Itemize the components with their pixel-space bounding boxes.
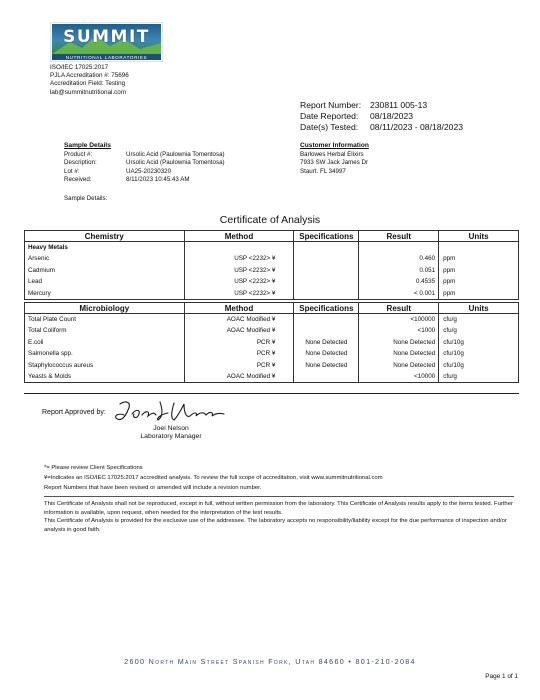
- received-label: Received:: [64, 176, 92, 184]
- organism: Staphylococcus aureus: [25, 360, 185, 372]
- spec: [294, 325, 359, 337]
- method: USP <2232> ¥: [184, 276, 294, 288]
- units: cfu/10g: [439, 337, 519, 349]
- spec: [294, 314, 359, 326]
- units: cfu/10g: [439, 348, 519, 360]
- lot-value: UA25-20230320: [126, 167, 172, 175]
- method: PCR ¥: [184, 348, 294, 360]
- disclaimer-paragraph: This Certificate of Analysis is provided for the exclusive use of the addressee. The laboratory accepts no responsibility/liability except for the due performance of inspection and/or analysis in good faith.: [44, 518, 507, 533]
- col-header: Units: [439, 231, 519, 242]
- sample-details-heading: Sample Details: [64, 142, 111, 149]
- method: USP <2232> ¥: [184, 253, 294, 265]
- table-row: [25, 371, 519, 383]
- microbiology-table: [24, 302, 519, 383]
- description-value: Ursolic Acid (Paulownia Tomentosa): [126, 159, 225, 167]
- product-value: Ursolic Acid (Paulownia Tomentosa): [126, 150, 225, 158]
- method: AOAC Modified ¥: [184, 314, 294, 326]
- approved-by-label: Report Approved by:: [42, 409, 106, 416]
- table-row: [25, 348, 519, 360]
- col-header: Result: [359, 303, 439, 314]
- approver-name: Joel Nelson: [153, 425, 189, 432]
- customer-name: Barlowes Herbal Elixirs: [300, 150, 364, 158]
- spec: [294, 288, 359, 300]
- spec: [294, 253, 359, 265]
- units: ppm: [439, 276, 519, 288]
- table-row: [25, 265, 519, 277]
- units: cfu/g: [439, 314, 519, 326]
- approver-block: [137, 425, 205, 442]
- page-title: Certificate of Analysis: [219, 214, 321, 226]
- result: <1000: [359, 325, 439, 337]
- organism: Total Coliform: [25, 325, 185, 337]
- customer-heading: Customer Information: [300, 142, 369, 149]
- report-meta: [300, 100, 463, 133]
- result: None Detected: [359, 360, 439, 372]
- disclaimer: [44, 500, 514, 534]
- section-divider: [24, 393, 519, 394]
- units: ppm: [439, 253, 519, 265]
- accreditation-line: ISO/IEC 17025:2017: [50, 64, 109, 71]
- spec: None Detected: [294, 360, 359, 372]
- units: ppm: [439, 265, 519, 277]
- table-header-row: [25, 231, 519, 242]
- organism: Salmonella spp.: [25, 348, 185, 360]
- units: cfu/g: [439, 325, 519, 337]
- spec: [294, 265, 359, 277]
- table-row: [25, 288, 519, 300]
- analyte: Cadmium: [25, 265, 185, 277]
- date-reported: 08/18/2023: [370, 111, 414, 121]
- customer-street: 7933 SW Jack James Dr: [300, 159, 369, 167]
- organism: Total Plate Count: [25, 314, 185, 326]
- analyte: Mercury: [25, 288, 185, 300]
- organism: E.coli: [25, 337, 185, 349]
- col-header: Result: [359, 231, 439, 242]
- col-header: Units: [439, 303, 519, 314]
- date-reported-label: Date Reported:: [300, 111, 359, 121]
- method: AOAC Modified ¥: [184, 371, 294, 383]
- dates-tested-label: Date(s) Tested:: [300, 122, 359, 132]
- result: < 0.001: [359, 288, 439, 300]
- table-row: [25, 253, 519, 265]
- dates-tested: 08/11/2023 - 08/18/2023: [370, 122, 464, 132]
- result: None Detected: [359, 348, 439, 360]
- result: <10000: [359, 371, 439, 383]
- analyte: Lead: [25, 276, 185, 288]
- logo-wordmark: SUMMIT: [63, 27, 150, 47]
- col-header: Specifications: [294, 231, 359, 242]
- spec: [294, 276, 359, 288]
- table-row: [25, 325, 519, 337]
- col-header: Method: [184, 231, 294, 242]
- table-header-row: [25, 303, 519, 314]
- footer-address: 2600 North Main Street Spanish Fork, Utah 84660 • 801-210-2084: [124, 657, 416, 666]
- disclaimer-divider: [44, 496, 514, 497]
- report-number-label: Report Number:: [300, 100, 362, 110]
- units: cfu/10g: [439, 360, 519, 372]
- result: 0.051: [359, 265, 439, 277]
- note-line: *= Please review Client Specifications: [44, 465, 143, 471]
- spec: None Detected: [294, 337, 359, 349]
- organism: Yeasts & Molds: [25, 371, 185, 383]
- col-header: Specifications: [294, 303, 359, 314]
- method: USP <2232> ¥: [184, 288, 294, 300]
- lab-email[interactable]: lab@summitnutritional.com: [50, 88, 127, 96]
- col-header: Microbiology: [25, 303, 185, 314]
- summit-logo: [50, 22, 163, 62]
- description-label: Description:: [64, 159, 97, 167]
- col-header: Chemistry: [25, 231, 185, 242]
- accreditation-line: Accreditation Field: Testing: [50, 80, 126, 88]
- result: 0.460: [359, 253, 439, 265]
- product-label: Product #:: [64, 150, 93, 158]
- note-line: ¥=Indicates an ISO/IEC 17025:2017 accredited analysis. To review the full scope of accreditation, visit www.summitnutritional.com: [44, 475, 383, 482]
- sample-details-label: Sample Details:: [64, 195, 108, 202]
- method: AOAC Modified ¥: [184, 325, 294, 337]
- logo-tagline: NUTRITIONAL LABORATORIES: [65, 54, 148, 60]
- group-row: [25, 242, 519, 254]
- table-row: [25, 337, 519, 349]
- approver-role: Laboratory Manager: [140, 433, 202, 441]
- method: PCR ¥: [184, 360, 294, 372]
- accreditation-block: [50, 64, 129, 97]
- page-number: Page 1 of 1: [485, 673, 518, 680]
- received-value: 8/11/2023 10:45:43 AM: [126, 176, 190, 184]
- units: cfu/g: [439, 371, 519, 383]
- table-row: [25, 314, 519, 326]
- group-label: Heavy Metals: [25, 242, 185, 254]
- table-row: [25, 360, 519, 372]
- customer-city: Staurt. FL 34997: [300, 167, 346, 175]
- note-line: Report Numbers that have been revised or amended will include a revision number.: [44, 485, 262, 492]
- lot-label: Lot #:: [64, 167, 80, 175]
- table-row: [25, 276, 519, 288]
- units: ppm: [439, 288, 519, 300]
- chemistry-table: [24, 230, 519, 300]
- spec: [294, 371, 359, 383]
- result: None Detected: [359, 337, 439, 349]
- sample-details: [64, 142, 225, 185]
- accreditation-line: PJLA Accreditation #: 75696: [50, 72, 129, 80]
- disclaimer-paragraph: This Certificate of Analysis shall not be reproduced, except in full, without written permission from the laboratory. This Certificate of Analysis results apply to the items tested. Further information is available, upon request, when needed for the interpretation of the test results.: [44, 501, 513, 516]
- notes: [44, 463, 514, 494]
- analyte: Arsenic: [25, 253, 185, 265]
- customer-information: [300, 142, 369, 176]
- method: USP <2232> ¥: [184, 265, 294, 277]
- report-number: 230811 005-13: [370, 100, 428, 110]
- spec: None Detected: [294, 348, 359, 360]
- result: <100000: [359, 314, 439, 326]
- result: 0.4535: [359, 276, 439, 288]
- col-header: Method: [184, 303, 294, 314]
- method: PCR ¥: [184, 337, 294, 349]
